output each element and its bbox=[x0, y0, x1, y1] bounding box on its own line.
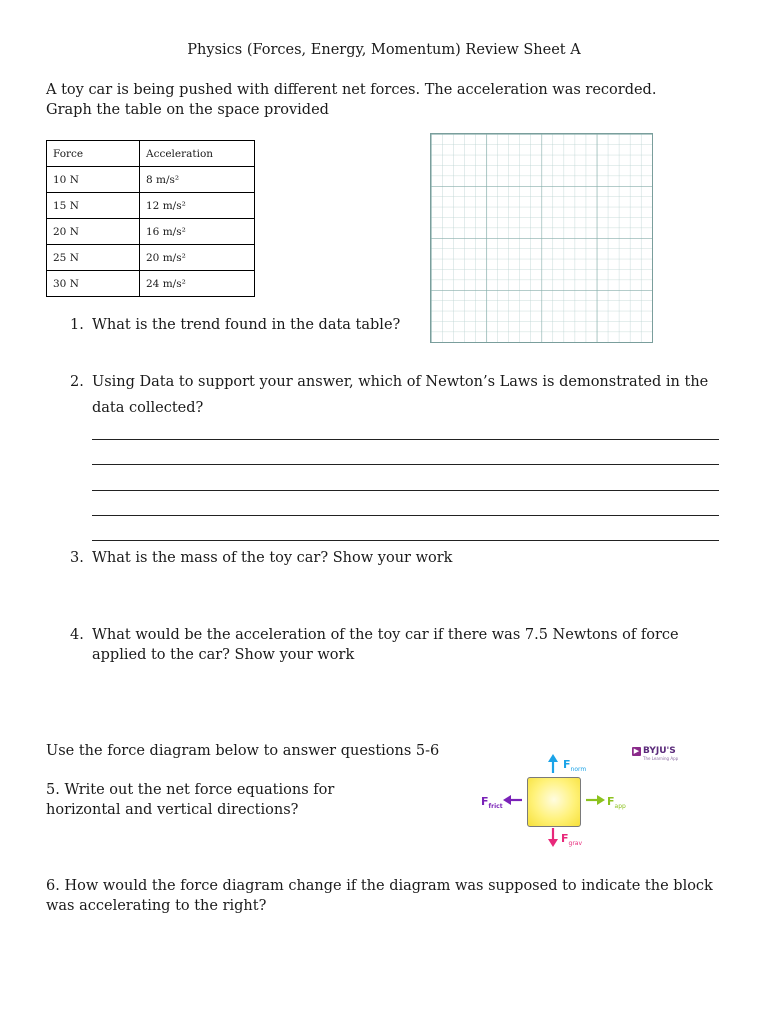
byjus-logo: ▶ BYJU'S The Learning App bbox=[633, 746, 679, 761]
cell-force: 10 N bbox=[47, 167, 140, 193]
cell-acceleration: 12 m/s² bbox=[140, 193, 255, 219]
cell-acceleration: 16 m/s² bbox=[140, 219, 255, 245]
label-gravity: $F_{grav}$ bbox=[561, 832, 583, 848]
label-normal: $F_{norm}$ bbox=[563, 758, 587, 774]
table-row bbox=[47, 193, 255, 219]
normal-arrow-head bbox=[548, 754, 558, 762]
question-5: 5. Write out the net force equations for horizontal and vertical directions? bbox=[46, 782, 335, 818]
byjus-logo-icon: ▶ bbox=[633, 746, 640, 755]
question-1-text: What is the trend found in the data table? bbox=[92, 317, 401, 333]
intro-paragraph: A toy car is being pushed with different net forces. The acceleration was recorded. Graph the table on the space provided bbox=[46, 82, 657, 118]
header-force: Force bbox=[47, 141, 140, 167]
answer-line[interactable] bbox=[92, 515, 719, 516]
table-row bbox=[47, 245, 255, 271]
answer-line[interactable] bbox=[92, 540, 719, 541]
label-friction: $F_{frict}$ bbox=[481, 795, 503, 811]
question-3-text: What is the mass of the toy car? Show your work bbox=[92, 550, 453, 566]
label-applied: $F_{app}$ bbox=[607, 795, 626, 811]
table-row bbox=[47, 219, 255, 245]
table-header-row bbox=[47, 141, 255, 167]
force-section-intro: Use the force diagram below to answer questions 5-6 bbox=[46, 743, 440, 759]
answer-line[interactable] bbox=[92, 464, 719, 465]
answer-line[interactable] bbox=[92, 490, 719, 491]
applied-arrow-head bbox=[597, 795, 605, 805]
table-row bbox=[47, 167, 255, 193]
question-4-text: What would be the acceleration of the toy car if there was 7.5 Newtons of force applied to the car? Show your work bbox=[92, 627, 679, 663]
data-table bbox=[46, 140, 255, 297]
cell-acceleration: 20 m/s² bbox=[140, 245, 255, 271]
cell-acceleration: 24 m/s² bbox=[140, 271, 255, 297]
question-3-number: 3. bbox=[70, 550, 84, 566]
question-2-text: Using Data to support your answer, which of Newton’s Laws is demonstrated in the data collected? bbox=[92, 374, 709, 416]
friction-arrow-head bbox=[503, 795, 511, 805]
cell-force: 15 N bbox=[47, 193, 140, 219]
header-acceleration: Acceleration bbox=[140, 141, 255, 167]
question-6: 6. How would the force diagram change if the diagram was supposed to indicate the block was accelerating to the right? bbox=[46, 878, 713, 914]
question-2-number: 2. bbox=[70, 374, 84, 390]
page-title: Physics (Forces, Energy, Momentum) Review Sheet A bbox=[187, 42, 581, 58]
cell-acceleration: 8 m/s² bbox=[140, 167, 255, 193]
graph-grid-svg bbox=[431, 134, 652, 342]
cell-force: 20 N bbox=[47, 219, 140, 245]
table-row bbox=[47, 271, 255, 297]
cell-force: 25 N bbox=[47, 245, 140, 271]
question-1-number: 1. bbox=[70, 317, 84, 333]
question-4-number: 4. bbox=[70, 627, 84, 643]
answer-line[interactable] bbox=[92, 439, 719, 440]
cell-force: 30 N bbox=[47, 271, 140, 297]
gravity-arrow-head bbox=[548, 839, 558, 847]
